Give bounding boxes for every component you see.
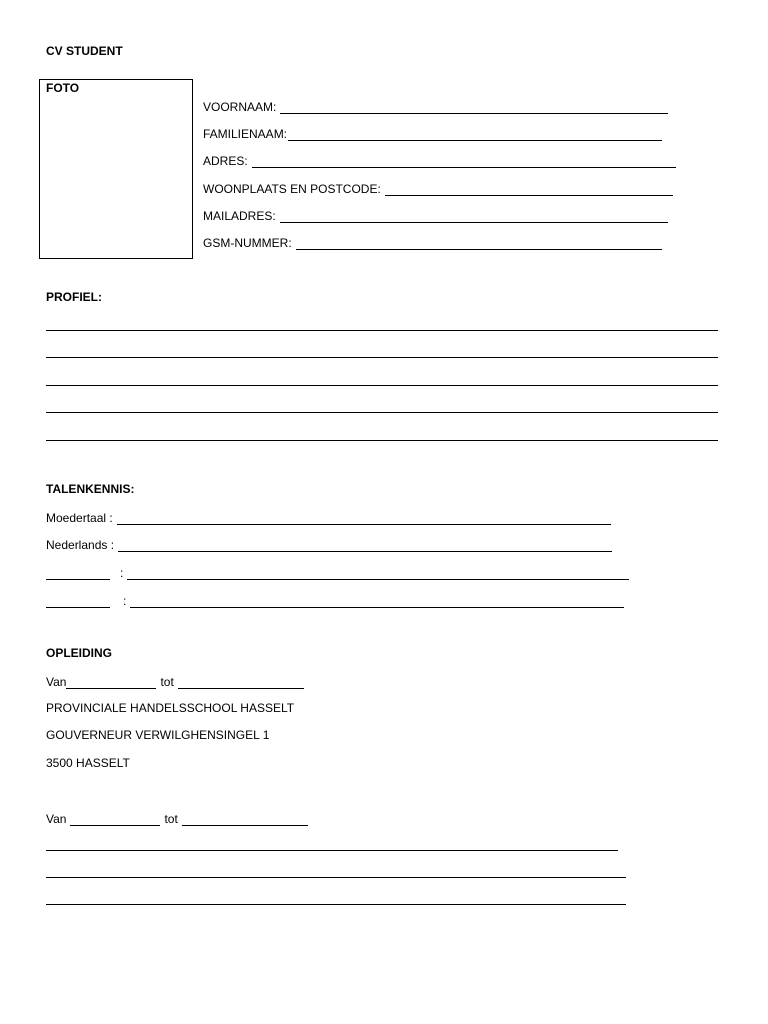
familienaam-line[interactable] <box>288 128 662 141</box>
opleiding-heading: OPLEIDING <box>46 646 113 660</box>
tot-label: tot <box>164 812 178 826</box>
moedertaal-row[interactable] <box>46 509 611 525</box>
colon: : <box>120 566 124 580</box>
language-name-line[interactable] <box>46 595 110 608</box>
profiel-line[interactable] <box>46 330 718 331</box>
gsm-line[interactable] <box>296 237 662 250</box>
gsm-label: GSM-NUMMER: <box>203 236 292 250</box>
extra-language-row[interactable] <box>46 564 629 580</box>
school-city: 3500 HASSELT <box>46 756 130 770</box>
woonplaats-line[interactable] <box>385 183 673 196</box>
photo-box <box>39 79 193 259</box>
van-label: Van <box>46 812 67 826</box>
mailadres-line[interactable] <box>280 210 668 223</box>
profiel-line[interactable] <box>46 412 718 413</box>
mailadres-field[interactable] <box>203 207 668 223</box>
to-date-line[interactable] <box>182 813 308 826</box>
profiel-line[interactable] <box>46 357 718 358</box>
profiel-heading: PROFIEL: <box>46 290 102 304</box>
photo-label: FOTO <box>46 81 80 95</box>
from-date-line[interactable] <box>66 676 156 689</box>
adres-line[interactable] <box>252 155 676 168</box>
education-line[interactable] <box>46 904 626 905</box>
colon: : <box>123 594 127 608</box>
moedertaal-label: Moedertaal : <box>46 511 113 525</box>
profiel-line[interactable] <box>46 440 718 441</box>
gsm-field[interactable] <box>203 234 662 250</box>
mailadres-label: MAILADRES: <box>203 209 276 223</box>
extra-language-row[interactable] <box>46 592 624 608</box>
voornaam-field[interactable] <box>203 98 668 114</box>
tot-label: tot <box>160 675 174 689</box>
education-line[interactable] <box>46 850 618 851</box>
adres-label: ADRES: <box>203 154 248 168</box>
language-name-line[interactable] <box>46 567 110 580</box>
nederlands-line[interactable] <box>118 539 612 552</box>
school-name: PROVINCIALE HANDELSSCHOOL HASSELT <box>46 701 295 715</box>
to-date-line[interactable] <box>178 676 304 689</box>
period-row[interactable] <box>46 673 304 689</box>
familienaam-field[interactable] <box>203 125 662 141</box>
voornaam-label: VOORNAAM: <box>203 100 277 114</box>
van-label: Van <box>46 675 67 689</box>
school-street: GOUVERNEUR VERWILGHENSINGEL 1 <box>46 728 270 742</box>
language-level-line[interactable] <box>127 567 629 580</box>
nederlands-label: Nederlands : <box>46 538 115 552</box>
familienaam-label: FAMILIENAAM: <box>203 127 288 141</box>
education-line[interactable] <box>46 877 626 878</box>
profiel-line[interactable] <box>46 385 718 386</box>
document-title: CV STUDENT <box>46 44 123 58</box>
period-row[interactable] <box>46 810 308 826</box>
nederlands-row[interactable] <box>46 536 612 552</box>
woonplaats-label: WOONPLAATS EN POSTCODE: <box>203 182 381 196</box>
from-date-line[interactable] <box>70 813 160 826</box>
language-level-line[interactable] <box>130 595 624 608</box>
moedertaal-line[interactable] <box>117 512 611 525</box>
voornaam-line[interactable] <box>280 101 668 114</box>
talenkennis-heading: TALENKENNIS: <box>46 482 135 496</box>
adres-field[interactable] <box>203 152 676 168</box>
woonplaats-field[interactable] <box>203 180 673 196</box>
